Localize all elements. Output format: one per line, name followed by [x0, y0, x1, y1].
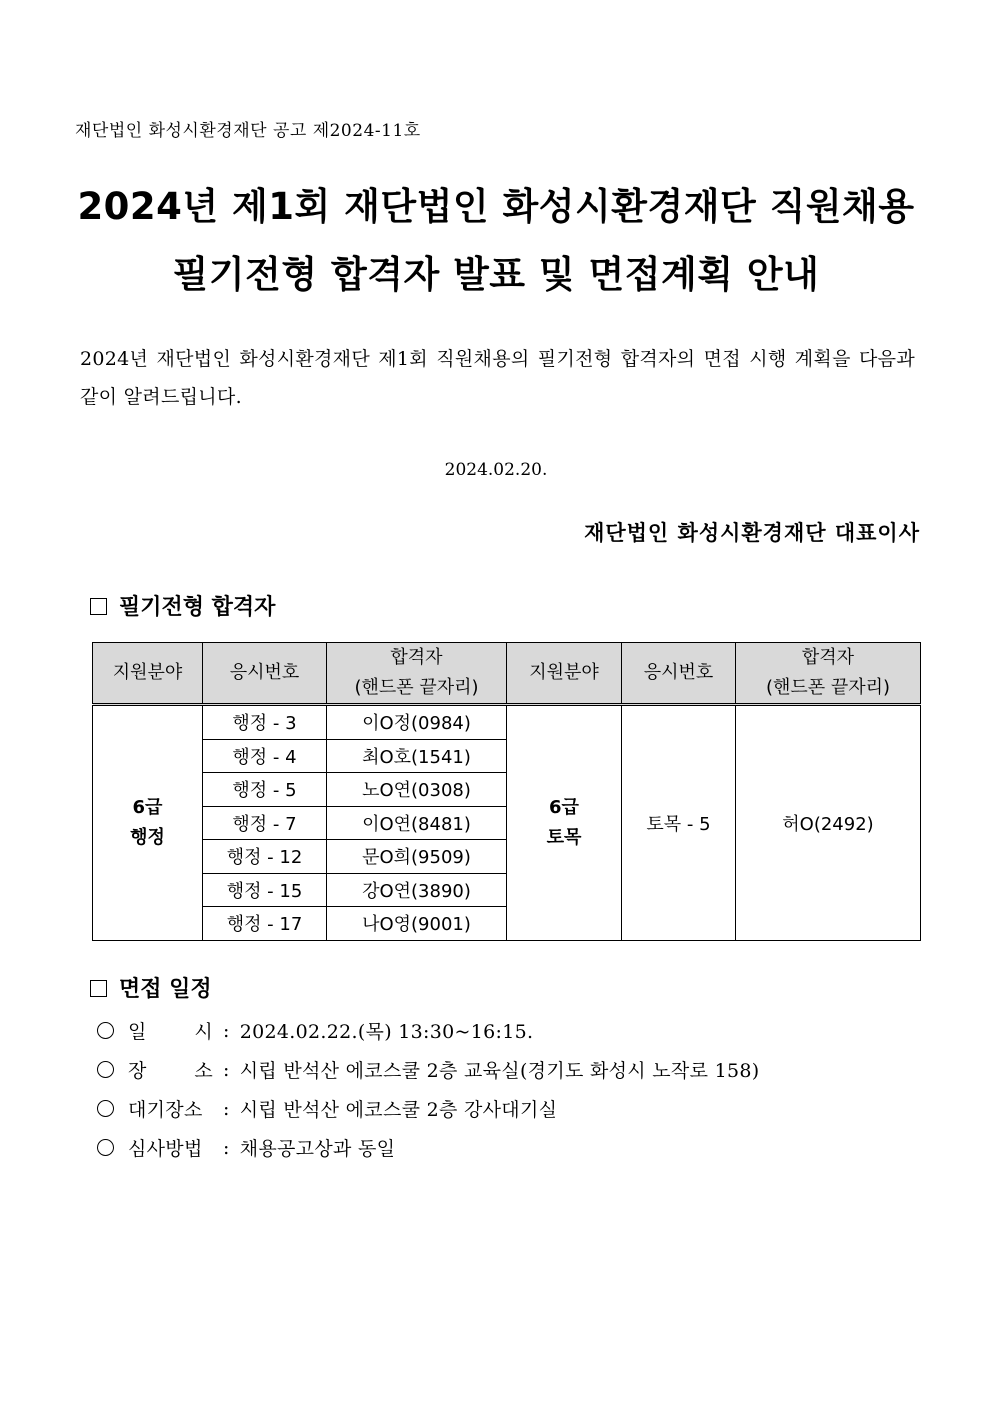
- schedule-item-waiting-place: 대기장소 : 시립 반석산 에코스쿨 2층 강사대기실: [97, 1095, 557, 1122]
- field-grade: 6급: [549, 796, 579, 818]
- passer-cell: 나O영(9001): [327, 907, 507, 941]
- passers-table: [92, 642, 921, 941]
- schedule-label: 장 소: [128, 1060, 213, 1082]
- passer-cell: 이O연(8481): [327, 806, 507, 840]
- passer-cell: 최O호(1541): [327, 739, 507, 773]
- schedule-label: 심사방법: [128, 1138, 203, 1160]
- schedule-item-review-method: 심사방법 : 채용공고상과 동일: [97, 1134, 395, 1161]
- header-passer-2: [736, 643, 921, 705]
- header-field: 지원분야: [93, 643, 203, 705]
- circle-bullet-icon: [97, 1061, 114, 1078]
- exam-no-cell: 행정 - 15: [203, 873, 327, 907]
- circle-bullet-icon: [97, 1100, 114, 1117]
- section-heading-passers: [90, 590, 275, 621]
- header-passer-line1: 합격자: [801, 647, 855, 668]
- field-name: 행정: [130, 826, 165, 848]
- header-passer-line1: 합격자: [390, 647, 443, 668]
- passer-cell: 강O연(3890): [327, 873, 507, 907]
- exam-no-cell: 행정 - 5: [203, 773, 327, 807]
- exam-no-cell: 행정 - 7: [203, 806, 327, 840]
- header-field-2: 지원분야: [507, 643, 622, 705]
- section-heading-interview: [90, 972, 212, 1003]
- field-grade: 6급: [132, 796, 163, 818]
- schedule-item-datetime: 일 시 : 2024.02.22.(목) 13:30~16:15.: [97, 1017, 533, 1044]
- header-passer: [327, 643, 507, 705]
- table-header-row: [93, 643, 921, 705]
- schedule-value: 2024.02.22.(목) 13:30~16:15.: [239, 1021, 534, 1043]
- circle-bullet-icon: [97, 1139, 114, 1156]
- passer-cell: 문O희(9509): [327, 840, 507, 874]
- square-bullet-icon: [90, 980, 107, 997]
- page-title-line1: 2024년 제1회 재단법인 화성시환경재단 직원채용: [77, 185, 915, 228]
- exam-no-cell: 행정 - 17: [203, 907, 327, 941]
- notice-date: 2024.02.20.: [444, 460, 548, 480]
- schedule-value: 시립 반석산 에코스쿨 2층 강사대기실: [239, 1099, 558, 1121]
- schedule-label: 대기장소: [128, 1099, 203, 1121]
- page-title-line2: 필기전형 합격자 발표 및 면접계획 안내: [172, 253, 820, 296]
- header-passer-line2: (핸드폰 끝자리): [354, 677, 479, 698]
- section-title: 면접 일정: [119, 977, 212, 1002]
- field-name: 토목: [546, 826, 582, 848]
- header-exam-no: 응시번호: [203, 643, 327, 705]
- header-exam-no-2: 응시번호: [622, 643, 736, 705]
- exam-no-cell: 행정 - 4: [203, 739, 327, 773]
- section-title: 필기전형 합격자: [119, 595, 276, 620]
- schedule-item-place: 장 소 : 시립 반석산 에코스쿨 2층 교육실(경기도 화성시 노작로 158): [97, 1056, 759, 1083]
- signer: 재단법인 화성시환경재단 대표이사: [584, 520, 920, 545]
- circle-bullet-icon: [97, 1022, 114, 1039]
- exam-no-cell: 행정 - 3: [203, 705, 327, 740]
- intro-paragraph: 2024년 재단법인 화성시환경재단 제1회 직원채용의 필기전형 합격자의 면접 시행 계획을 다음과 같이 알려드립니다.: [80, 348, 915, 408]
- header-passer-line2: (핸드폰 끝자리): [765, 677, 891, 698]
- exam-no-civil-cell: 토목 - 5: [622, 705, 736, 941]
- passer-cell: 노O연(0308): [327, 773, 507, 807]
- notice-number: 재단법인 화성시환경재단 공고 제2024-11호: [75, 121, 421, 141]
- field-civil-cell: [507, 705, 622, 941]
- square-bullet-icon: [90, 598, 107, 615]
- passer-cell: 이O정(0984): [327, 705, 507, 740]
- passer-civil-cell: 허O(2492): [736, 705, 921, 941]
- table-row: [93, 705, 921, 740]
- field-admin-cell: [93, 705, 203, 941]
- schedule-value: 채용공고상과 동일: [239, 1138, 396, 1160]
- schedule-label: 일 시: [128, 1021, 213, 1043]
- exam-no-cell: 행정 - 12: [203, 840, 327, 874]
- schedule-value: 시립 반석산 에코스쿨 2층 교육실(경기도 화성시 노작로 158): [239, 1060, 760, 1082]
